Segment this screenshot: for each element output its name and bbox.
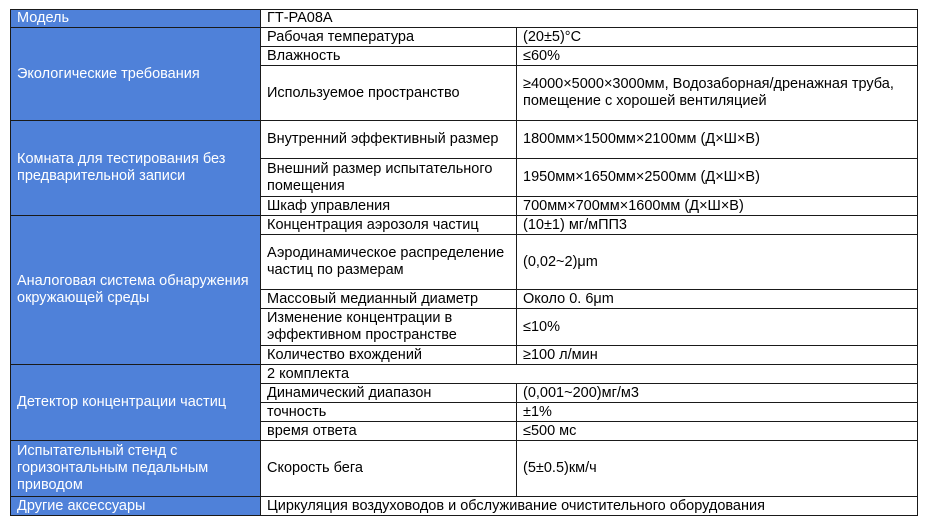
param-value-cell: ≤500 мс — [517, 422, 918, 441]
param-name-cell: Концентрация аэрозоля частиц — [261, 216, 517, 235]
param-value-cell: ≥4000×5000×3000мм, Водозаборная/дренажная труба, помещение с хорошей вентиляцией — [517, 66, 918, 121]
category-cell: Другие аксессуары — [11, 497, 261, 516]
table-row — [11, 121, 918, 159]
param-name-cell: Количество вхождений — [261, 346, 517, 365]
value-wide-cell: 2 комплекта — [261, 365, 918, 384]
param-name-cell: Массовый медианный диаметр — [261, 290, 517, 309]
category-cell: Аналоговая система обнаружения окружающей среды — [11, 216, 261, 365]
param-value-cell: Около 0. 6μm — [517, 290, 918, 309]
param-value-cell: (0,02~2)μm — [517, 235, 918, 290]
param-value-cell: (5±0.5)км/ч — [517, 441, 918, 497]
param-name-cell: время ответа — [261, 422, 517, 441]
param-name-cell: Скорость бега — [261, 441, 517, 497]
param-name-cell: Используемое пространство — [261, 66, 517, 121]
param-value-cell: (10±1) мг/мПП3 — [517, 216, 918, 235]
category-cell: Экологические требования — [11, 28, 261, 121]
value-wide-cell: Циркуляция воздуховодов и обслуживание очистительного оборудования — [261, 497, 918, 516]
param-name-cell: точность — [261, 403, 517, 422]
param-value-cell: ±1% — [517, 403, 918, 422]
category-cell: Испытательный стенд с горизонтальным педальным приводом — [11, 441, 261, 497]
table-row — [11, 365, 918, 384]
value-wide-cell: ГТ-PA08A — [261, 10, 918, 28]
spec-table — [10, 9, 918, 516]
param-value-cell: 1800мм×1500мм×2100мм (Д×Ш×В) — [517, 121, 918, 159]
param-value-cell: ≥100 л/мин — [517, 346, 918, 365]
param-name-cell: Динамический диапазон — [261, 384, 517, 403]
table-row — [11, 216, 918, 235]
param-value-cell: 700мм×700мм×1600мм (Д×Ш×В) — [517, 197, 918, 216]
table-row — [11, 497, 918, 516]
table-row — [11, 10, 918, 28]
param-name-cell: Рабочая температура — [261, 28, 517, 47]
param-name-cell: Шкаф управления — [261, 197, 517, 216]
table-row — [11, 441, 918, 497]
param-name-cell: Влажность — [261, 47, 517, 66]
param-name-cell: Внешний размер испытательного помещения — [261, 159, 517, 197]
category-cell: Модель — [11, 10, 261, 28]
param-value-cell: ≤10% — [517, 309, 918, 346]
param-value-cell: (20±5)°C — [517, 28, 918, 47]
param-value-cell: ≤60% — [517, 47, 918, 66]
category-cell: Детектор концентрации частиц — [11, 365, 261, 441]
param-value-cell: 1950мм×1650мм×2500мм (Д×Ш×В) — [517, 159, 918, 197]
param-name-cell: Изменение концентрации в эффективном пространстве — [261, 309, 517, 346]
param-name-cell: Аэродинамическое распределение частиц по размерам — [261, 235, 517, 290]
table-row — [11, 28, 918, 47]
param-value-cell: (0,001~200)мг/м3 — [517, 384, 918, 403]
param-name-cell: Внутренний эффективный размер — [261, 121, 517, 159]
category-cell: Комната для тестирования без предварительной записи — [11, 121, 261, 216]
